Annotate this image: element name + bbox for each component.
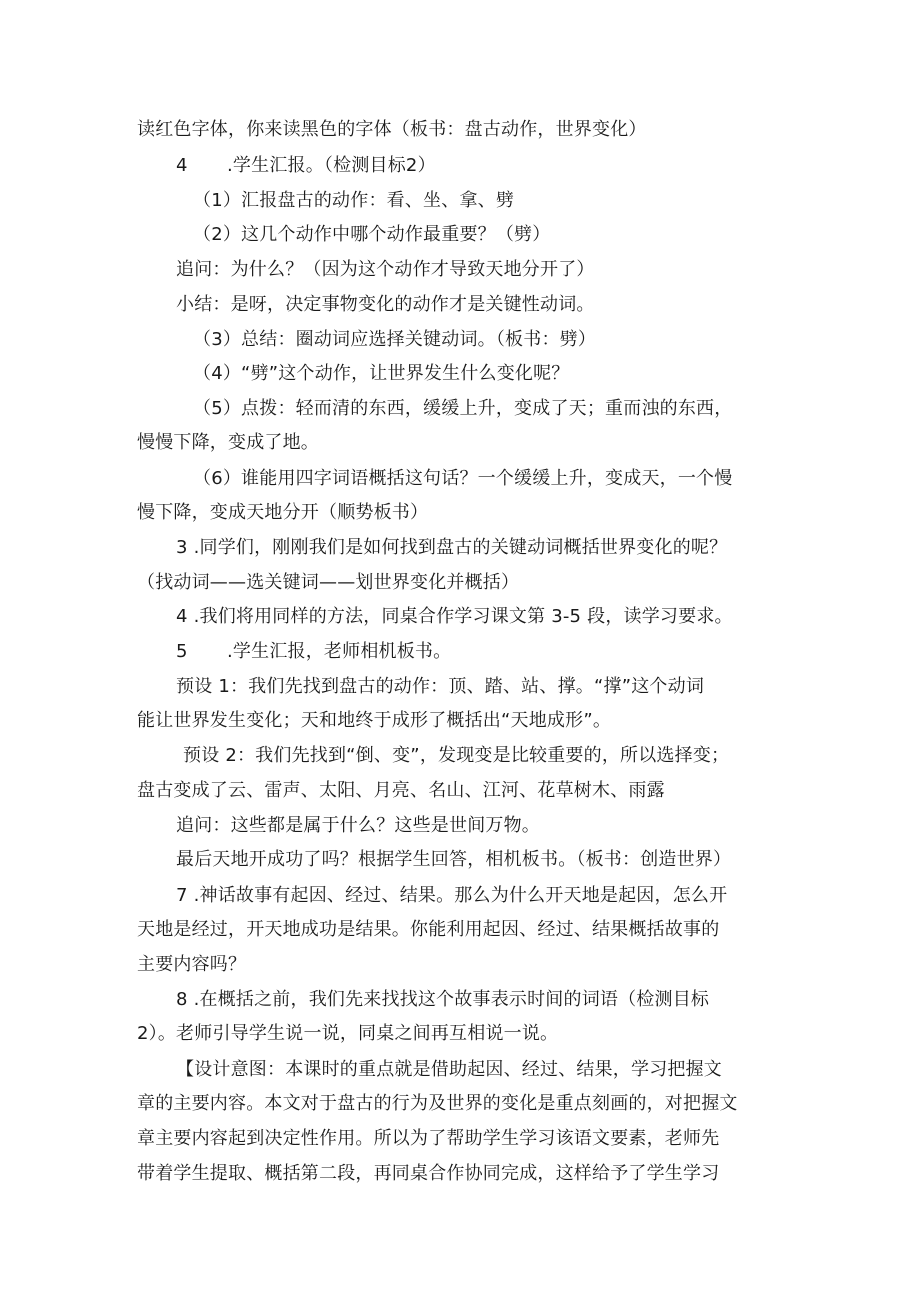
text-line: 主要内容吗？ (137, 954, 247, 975)
text-line: 慢慢下降，变成了地。 (137, 432, 319, 453)
text-line: 预设 1：我们先找到盘古的动作：顶、踏、站、撑。“撑”这个动词 (176, 676, 705, 697)
text-line: 4 .我们将用同样的方法，同桌合作学习课文第 3-5 段，读学习要求。 (176, 606, 733, 627)
list-number: 5 (176, 641, 188, 662)
text-line: 读红色字体，你来读黑色的字体（板书：盘古动作，世界变化） (137, 119, 647, 140)
text-line: （6）谁能用四字词语概括这句话？一个缓缓上升，变成天，一个慢 (193, 468, 733, 489)
text-line: 慢下降，变成天地分开（顺势板书） (137, 502, 429, 523)
text-line: 7 .神话故事有起因、经过、结果。那么为什么开天地是起因，怎么开 (176, 885, 728, 906)
text-line: （找动词——选关键词——划世界变化并概括） (137, 572, 520, 593)
text-line: 章的主要内容。本文对于盘古的行为及世界的变化是重点刻画的，对把握文 (137, 1093, 738, 1114)
text-line: 【设计意图：本课时的重点就是借助起因、经过、结果，学习把握文 (176, 1059, 722, 1080)
text-line: （2）这几个动作中哪个动作最重要？（劈） (193, 224, 551, 245)
text-line: 带着学生提取、概括第二段，再同桌合作协同完成，这样给予了学生学习 (137, 1163, 720, 1184)
text-line: （1）汇报盘古的动作：看、坐、拿、劈 (193, 190, 515, 211)
text-line: 能让世界发生变化；天和地终于成形了概括出“天地成形”。 (137, 710, 612, 731)
text-line: 2）。老师引导学生说一说，同桌之间再互相说一说。 (137, 1023, 559, 1044)
text-line: 天地是经过，开天地成功是结果。你能利用起因、经过、结果概括故事的 (137, 919, 720, 940)
list-number: 4 (176, 155, 188, 176)
text-line: 预设 2：我们先找到“倒、变”，发现变是比较重要的，所以选择变； (183, 745, 730, 766)
text-line: 追问：为什么？（因为这个动作才导致天地分开了） (176, 259, 595, 280)
text-line: （4）“劈”这个动作，让世界发生什么变化呢？ (193, 363, 570, 384)
text-line: 3 .同学们，刚刚我们是如何找到盘古的关键动词概括世界变化的呢？ (176, 537, 728, 558)
text-line: （5）点拨：轻而清的东西，缓缓上升，变成了天；重而浊的东西， (193, 398, 733, 419)
text-line: 章主要内容起到决定性作用。所以为了帮助学生学习该语文要素，老师先 (137, 1128, 720, 1149)
text-line: .学生汇报。（检测目标2） (227, 155, 436, 176)
text-line: 最后天地开成功了吗？根据学生回答，相机板书。（板书：创造世界） (176, 849, 732, 870)
text-line: .学生汇报，老师相机板书。 (227, 641, 452, 662)
text-line: 盘古变成了云、雷声、太阳、月亮、名山、江河、花草树木、雨露 (137, 780, 665, 801)
text-line: （3）总结：圈动词应选择关键动词。（板书：劈） (193, 329, 597, 350)
text-line: 小结：是呀，决定事物变化的动作才是关键性动词。 (176, 294, 595, 315)
text-line: 追问：这些都是属于什么？这些是世间万物。 (176, 815, 540, 836)
text-line: 8 .在概括之前，我们先来找找这个故事表示时间的词语（检测目标 (176, 989, 710, 1010)
